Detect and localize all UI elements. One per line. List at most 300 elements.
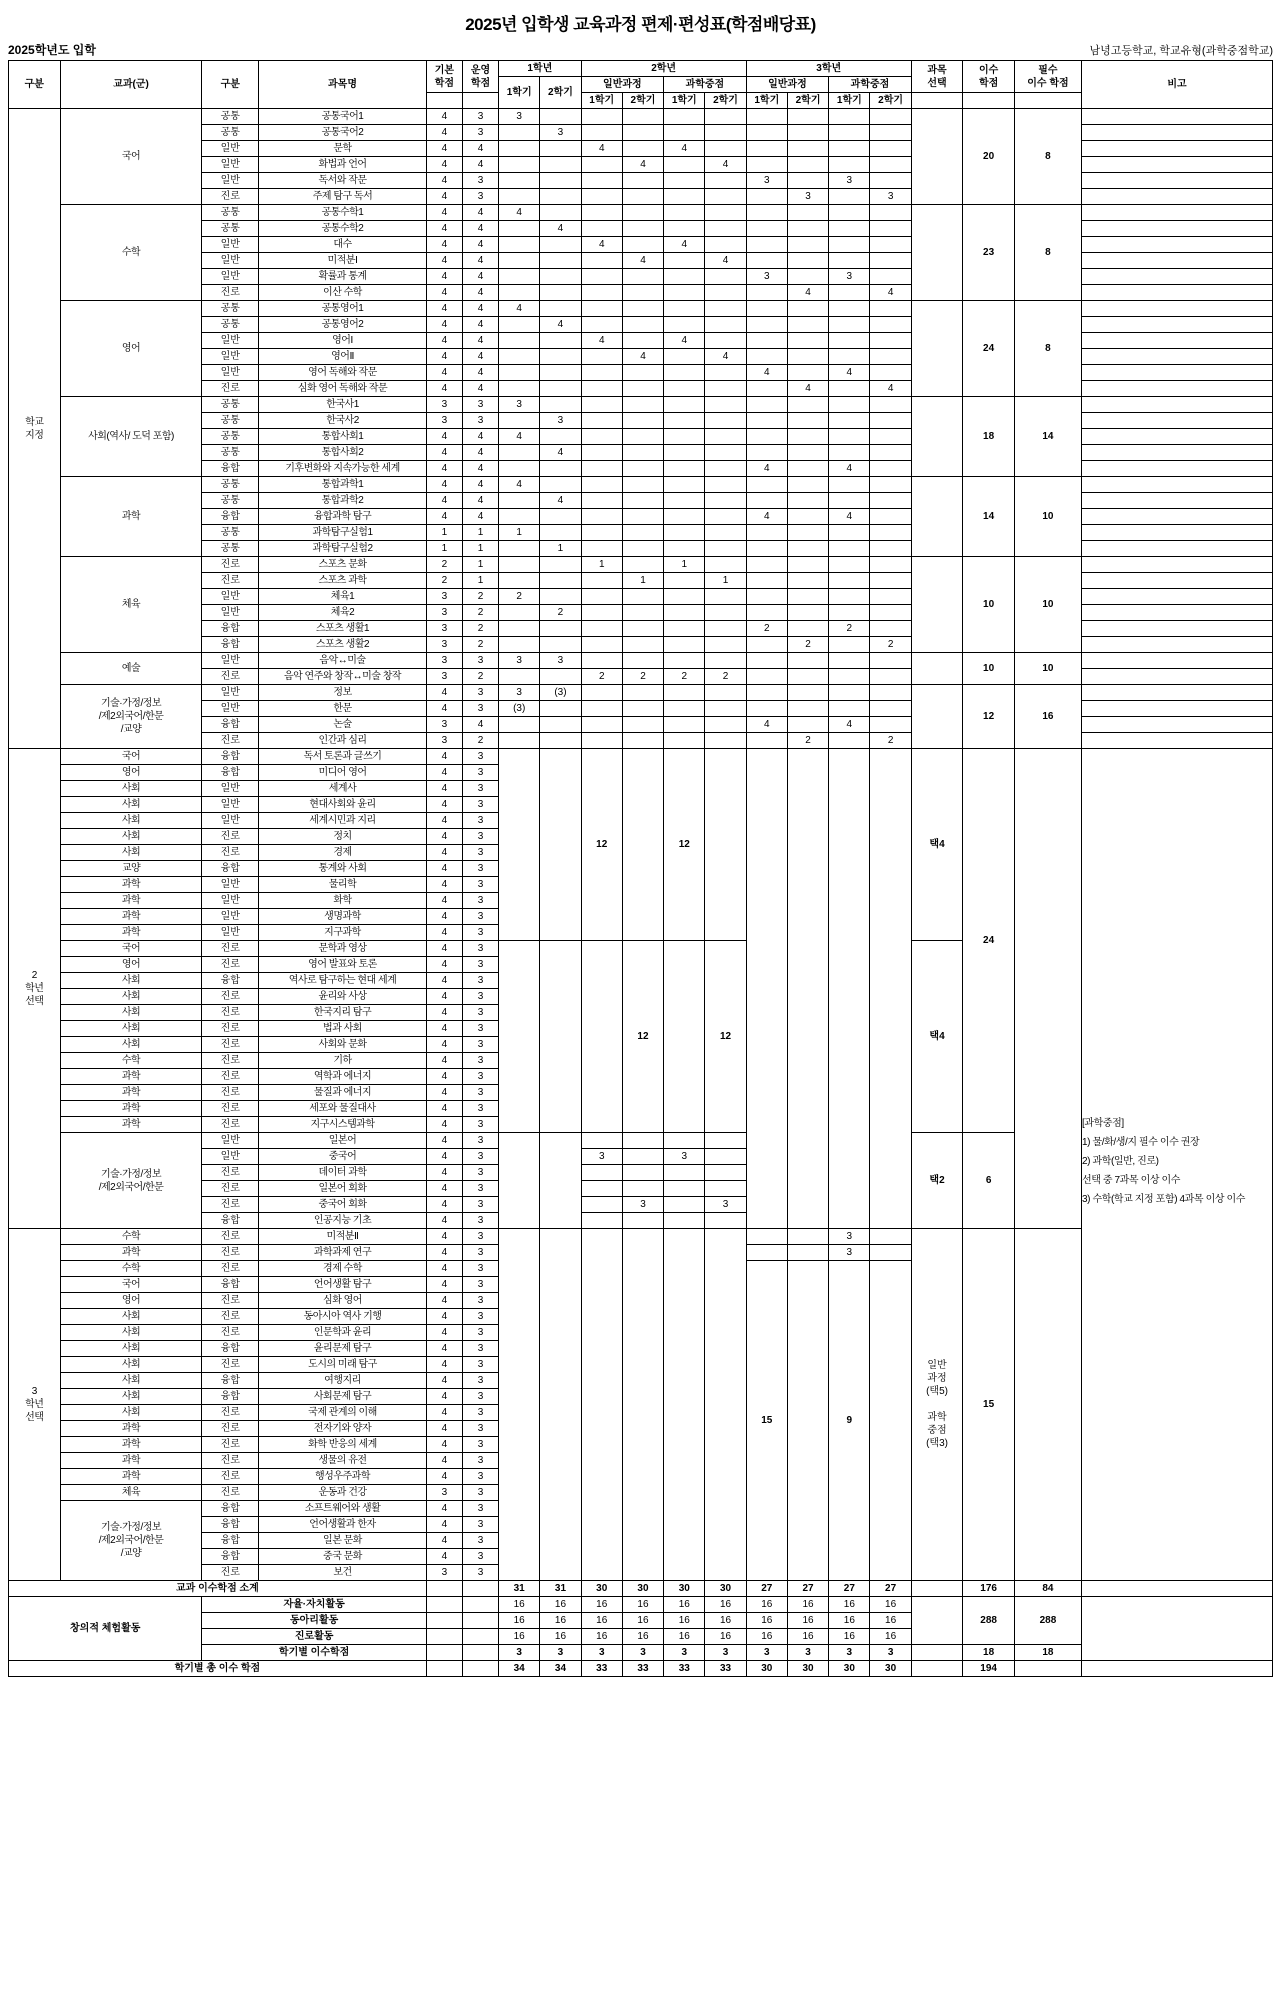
course-type: 진로 [202,1485,259,1501]
remark-cell [1081,173,1272,189]
subject-area: 영어 [60,957,202,973]
base-credit: 4 [426,1533,462,1549]
run-credit: 3 [462,1261,498,1277]
col-gubun2: 구분 [202,61,259,109]
credit-g3-gen-s2 [787,349,828,365]
course-type: 진로 [202,1261,259,1277]
credit-g2-sci-s2 [705,109,746,125]
base-credit: 4 [426,285,462,301]
grand-total-g3-sci-s2: 30 [870,1661,911,1677]
course-name: 화법과 언어 [259,157,427,173]
creative-g2-gen-s1: 3 [581,1645,622,1661]
credit-g2-gen-s2 [622,445,663,461]
course-name: 역학과 에너지 [259,1069,427,1085]
course-type: 공통 [202,205,259,221]
remark-line: 1) 물/화/생/지 필수 이수 권장 [1081,1137,1200,1148]
credit-g2-sci-s2 [705,685,746,701]
run-credit: 3 [462,1453,498,1469]
run-credit: 4 [462,237,498,253]
credit-g2-gen-s2 [622,237,663,253]
credit-g3-gen-s1 [746,493,787,509]
credit-g2-gen-s2 [622,701,663,717]
course-type: 일반 [202,781,259,797]
base-credit: 4 [426,301,462,317]
credit-g1-s2 [540,637,581,653]
run-credit: 3 [462,1309,498,1325]
credit-g2-sci-s2 [705,125,746,141]
grand-total-isu: 194 [963,1661,1015,1677]
credit-g2-gen-s1 [581,477,622,493]
course-type: 일반 [202,157,259,173]
course-type: 진로 [202,1053,259,1069]
course-type: 일반 [202,253,259,269]
creative-g2-sci-s2: 16 [705,1629,746,1645]
subject-area: 사회 [60,1037,202,1053]
credit-g2-gen-s2 [622,285,663,301]
course-type: 진로 [202,1405,259,1421]
course-name: 공통국어1 [259,109,427,125]
credit-g3-sci-s2 [870,669,911,685]
credit-g3-gen-s1 [746,1245,787,1261]
credit-g1-s2 [540,1133,581,1229]
credit-g3-gen-s1 [746,285,787,301]
credit-g1-s2: 4 [540,317,581,333]
credit-g3-gen-s1 [746,541,787,557]
credit-g2-gen-s2 [622,621,663,637]
credit-g1-s1 [499,333,540,349]
base-credit: 4 [426,1165,462,1181]
credit-g2-sci-s2 [705,461,746,477]
course-type: 진로 [202,189,259,205]
run-credit: 3 [462,413,498,429]
credit-g3-gen-s1 [746,301,787,317]
credit-g3-gen-s2 [787,221,828,237]
credit-g3-gen-s1: 4 [746,365,787,381]
base-credit: 4 [426,365,462,381]
credit-g2-sci-s2 [705,653,746,669]
run-credit: 3 [462,1373,498,1389]
credit-g2-sci-s2 [705,413,746,429]
credit-g3-gen-s2 [787,1245,828,1261]
creative-g3-sci-s2: 3 [870,1645,911,1661]
course-name: 소프트웨어와 생활 [259,1501,427,1517]
course-name: 동아시아 역사 기행 [259,1309,427,1325]
credit-g3-gen-s1 [746,573,787,589]
remark-cell [1081,397,1272,413]
course-type: 공통 [202,413,259,429]
remark-cell [1081,109,1272,125]
credit-g3-sci-s2 [870,493,911,509]
elective-blank [911,1581,963,1597]
course-type: 일반 [202,141,259,157]
remark-cell [1081,285,1272,301]
base-credit: 4 [426,1213,462,1229]
credit-g1-s1 [499,493,540,509]
run-credit: 3 [462,189,498,205]
credit-g2-gen-s2 [622,189,663,205]
credit-g3-sci-s2 [870,1245,911,1261]
creative-g1-s1: 16 [499,1613,540,1629]
course-name: 공통수학2 [259,221,427,237]
isu-sub [963,93,1015,109]
creative-row [9,1597,1273,1613]
credit-g2-gen-s1 [581,189,622,205]
credit-g2-sci-s1 [664,685,705,701]
credit-g3-gen-s2 [787,605,828,621]
credit-g2-sci-s1 [664,157,705,173]
base-credit: 4 [426,877,462,893]
base-credit: 4 [426,1229,462,1245]
run-credit: 3 [462,1101,498,1117]
creative-g3-gen-s2: 16 [787,1597,828,1613]
credit-g1-s1: 3 [499,397,540,413]
run-credit: 3 [462,845,498,861]
course-name: 과학과제 연구 [259,1245,427,1261]
credit-g3-gen-s1 [746,109,787,125]
credit-g3-sci-s1 [829,237,870,253]
subject-area: 사회 [60,1389,202,1405]
course-name: 전자기와 양자 [259,1421,427,1437]
credit-g1-s1 [499,733,540,749]
course-type: 공통 [202,477,259,493]
run-credit: 3 [462,1165,498,1181]
course-name: 음악 연주와 창작↔미술 창작 [259,669,427,685]
credit-g1-s2 [540,237,581,253]
credit-g2-gen-s1 [581,605,622,621]
creative-g2-sci-s2: 16 [705,1597,746,1613]
run-credit: 4 [462,445,498,461]
credit-g2-gen-s2 [622,173,663,189]
base-credit: 4 [426,749,462,765]
credit-g2-gen-s1: 4 [581,237,622,253]
run-credit: 4 [462,285,498,301]
course-name: 미디어 영어 [259,765,427,781]
credit-g3-gen-s1: 15 [746,1261,787,1581]
base-credit: 4 [426,1149,462,1165]
course-name: 중국 문화 [259,1549,427,1565]
elective-cell [911,685,963,749]
credit-g3-sci-s2 [870,701,911,717]
creative-g2-gen-s1: 16 [581,1629,622,1645]
remark-cell [1081,381,1272,397]
course-name: 정보 [259,685,427,701]
elective-choice: 택4 [911,749,963,941]
table-body [9,109,1273,1677]
remark-cell [1081,301,1272,317]
credit-g3-gen-s1 [746,669,787,685]
credit-g2-sci-s2 [705,301,746,317]
course-type: 일반 [202,365,259,381]
creative-g2-gen-s1: 16 [581,1613,622,1629]
subject-area: 사회 [60,989,202,1005]
creative-g2-gen-s1: 16 [581,1597,622,1613]
course-type: 공통 [202,301,259,317]
credit-g2-gen-s2 [622,221,663,237]
course-name: 대수 [259,237,427,253]
run-credit: 3 [462,1325,498,1341]
credit-g1-s2 [540,333,581,349]
table-row [9,477,1273,493]
course-name: 미적분Ⅱ [259,1229,427,1245]
subject-area: 기술·가정/정보 /제2외국어/한문 /교양 [60,1501,202,1581]
credit-g3-gen-s1 [746,1229,787,1245]
run-credit: 3 [462,1565,498,1581]
run-credit: 3 [462,1389,498,1405]
credit-g2-gen-s1 [581,445,622,461]
credit-g2-gen-s1 [581,525,622,541]
credit-g1-s1 [499,461,540,477]
course-name: 현대사회와 윤리 [259,797,427,813]
base-credit: 2 [426,573,462,589]
base-credit: 4 [426,909,462,925]
credit-g2-sci-s1 [664,365,705,381]
base-credit: 3 [426,653,462,669]
section-grade3-elective: 3 학년 선택 [9,1229,61,1581]
subject-total-g2-sci-s1: 30 [664,1581,705,1597]
col-subject: 과목명 [259,61,427,109]
base-credit: 4 [426,349,462,365]
credit-g3-sci-s1 [829,637,870,653]
credit-g2-sci-s1 [664,1133,705,1149]
course-type: 공통 [202,221,259,237]
course-name: 생명과학 [259,909,427,925]
grand-total-label: 학기별 총 이수 학점 [9,1661,427,1677]
run-credit: 4 [462,477,498,493]
subject-area: 과학 [60,925,202,941]
course-type: 융합 [202,1213,259,1229]
required-credit [1014,749,1081,1229]
course-name: 논술 [259,717,427,733]
subject-total-isu: 176 [963,1581,1015,1597]
g3-gen-s1: 1학기 [746,93,787,109]
credit-g1-s1 [499,717,540,733]
isu-credit: 10 [963,557,1015,653]
run-credit: 3 [462,1405,498,1421]
credit-g3-gen-s1: 2 [746,621,787,637]
creative-sem-required: 18 [1014,1645,1081,1661]
course-type: 진로 [202,1245,259,1261]
creative-g2-sci-s2: 16 [705,1613,746,1629]
credit-g2-gen-s1 [581,429,622,445]
credit-g2-gen-s2 [622,333,663,349]
isu-credit: 12 [963,685,1015,749]
credit-g3-gen-s2 [787,589,828,605]
course-type: 진로 [202,1437,259,1453]
credit-g2-sci-s2 [705,1213,746,1229]
subject-area: 국어 [60,749,202,765]
course-name: 공통영어2 [259,317,427,333]
course-type: 일반 [202,893,259,909]
course-type: 융합 [202,861,259,877]
credit-g2-gen-s2 [622,381,663,397]
base-credit: 4 [426,1277,462,1293]
credit-g3-sci-s1: 4 [829,365,870,381]
credit-g3-sci-s2 [870,269,911,285]
isu-credit: 14 [963,477,1015,557]
credit-g2-sci-s2: 2 [705,669,746,685]
credit-g2-sci-s2 [705,445,746,461]
run-credit: 3 [462,1501,498,1517]
course-name: 행성우주과학 [259,1469,427,1485]
creative-g3-gen-s1: 16 [746,1597,787,1613]
course-name: 독서 토론과 글쓰기 [259,749,427,765]
remark-cell [1081,605,1272,621]
remark-cell [1081,653,1272,669]
g3-gen-s2: 2학기 [787,93,828,109]
creative-g3-gen-s1: 16 [746,1629,787,1645]
credit-g2-sci-s2 [705,285,746,301]
credit-g2-sci-s2: 3 [705,1197,746,1213]
credit-g2-sci-s2 [705,541,746,557]
credit-g1-s1 [499,669,540,685]
run-credit: 4 [462,365,498,381]
credit-g1-s2 [540,717,581,733]
base-credit: 4 [426,1469,462,1485]
base-credit-sub [426,93,462,109]
run-credit: 3 [462,109,498,125]
credit-g2-sci-s1 [664,733,705,749]
run-credit: 3 [462,797,498,813]
required-credit: 10 [1014,477,1081,557]
remark-cell [1081,685,1272,701]
subject-area: 영어 [60,765,202,781]
credit-g2-gen-s2 [622,141,663,157]
course-name: 스포츠 생활2 [259,637,427,653]
subject-area: 과학 [60,1437,202,1453]
subject-total-g3-gen-s2: 27 [787,1581,828,1597]
base-credit: 4 [426,429,462,445]
credit-g2-sci-s2 [705,237,746,253]
remark-cell [1081,317,1272,333]
credit-g3-sci-s2 [870,397,911,413]
credit-g2-sci-s1 [664,1213,705,1229]
credit-g2-gen-s1: 1 [581,557,622,573]
credit-g3-gen-s2 [787,173,828,189]
course-name: 음악↔미술 [259,653,427,669]
course-name: 통합과학2 [259,493,427,509]
credit-g2-gen-s2 [622,1165,663,1181]
credit-g3-sci-s2 [870,237,911,253]
credit-g3-sci-s1 [829,333,870,349]
run-credit: 3 [462,1277,498,1293]
section-grade2-elective: 2 학년 선택 [9,749,61,1229]
course-name: 스포츠 문화 [259,557,427,573]
base-credit: 4 [426,333,462,349]
credit-g1-s1 [499,365,540,381]
credit-g3-sci-s2 [870,749,911,1229]
credit-g1-s2 [540,301,581,317]
remark-cell [1081,237,1272,253]
course-type: 융합 [202,1501,259,1517]
subject-area: 과학 [60,1469,202,1485]
course-type: 일반 [202,605,259,621]
run-credit: 4 [462,509,498,525]
credit-g3-sci-s1 [829,189,870,205]
base-credit: 4 [426,829,462,845]
credit-g2-gen-s2 [622,509,663,525]
course-type: 융합 [202,973,259,989]
g3-general: 일반과정 [746,77,829,93]
run-credit: 3 [462,829,498,845]
run-credit: 3 [462,1469,498,1485]
credit-g3-gen-s1 [746,221,787,237]
base-credit: 4 [426,1069,462,1085]
creative-g2-sci-s1: 16 [664,1613,705,1629]
subject-total-g3-sci-s1: 27 [829,1581,870,1597]
credit-g2-sci-s1 [664,317,705,333]
run-credit: 3 [462,813,498,829]
credit-g3-sci-s2 [870,365,911,381]
course-type: 공통 [202,109,259,125]
course-name: 한문 [259,701,427,717]
run-credit: 1 [462,573,498,589]
base-credit: 4 [426,493,462,509]
base-credit: 4 [426,253,462,269]
course-name: 화학 [259,893,427,909]
base-credit: 4 [426,1405,462,1421]
credit-g3-gen-s1 [746,381,787,397]
credit-g3-gen-s1 [746,445,787,461]
credit-g2-sci-s1: 4 [664,237,705,253]
course-type: 진로 [202,1181,259,1197]
course-name: 지구시스템과학 [259,1117,427,1133]
credit-g2-sci-s2 [705,381,746,397]
credit-g3-gen-s1 [746,141,787,157]
run-credit: 2 [462,669,498,685]
course-name: 여행지리 [259,1373,427,1389]
run-credit: 4 [462,253,498,269]
credit-g1-s1: 4 [499,429,540,445]
credit-g2-gen-s1 [581,317,622,333]
credit-g2-sci-s1 [664,589,705,605]
req-sub [1014,93,1081,109]
credit-g3-sci-s1 [829,589,870,605]
subject-area: 사회 [60,1309,202,1325]
elective-cell [911,557,963,653]
required-credit: 16 [1014,685,1081,749]
credit-g2-gen-s2 [622,413,663,429]
credit-g3-sci-s1 [829,141,870,157]
course-name: 심화 영어 독해와 작문 [259,381,427,397]
credit-g3-gen-s1 [746,685,787,701]
course-type: 진로 [202,1453,259,1469]
credit-g3-sci-s1 [829,573,870,589]
credit-g2-gen-s1 [581,269,622,285]
credit-g2-gen-s1 [581,397,622,413]
credit-g1-s2 [540,397,581,413]
base-credit: 4 [426,765,462,781]
remark-cell [1081,141,1272,157]
course-name: 통합과학1 [259,477,427,493]
credit-g3-gen-s1 [746,125,787,141]
spacer-base [426,1629,462,1645]
credit-g1-s1 [499,1133,540,1229]
subject-area: 사회 [60,797,202,813]
base-credit: 1 [426,525,462,541]
credit-g2-sci-s1 [664,1165,705,1181]
subject-area: 과학 [60,877,202,893]
credit-g3-gen-s1 [746,253,787,269]
course-name: 주제 탐구 독서 [259,189,427,205]
base-credit: 4 [426,221,462,237]
base-credit: 4 [426,157,462,173]
credit-g3-gen-s1 [746,349,787,365]
credit-g2-sci-s1: 4 [664,141,705,157]
credit-g2-gen-s2: 1 [622,573,663,589]
col-isu: 이수 학점 [963,61,1015,93]
subject-area: 과학 [60,1421,202,1437]
course-type: 진로 [202,941,259,957]
